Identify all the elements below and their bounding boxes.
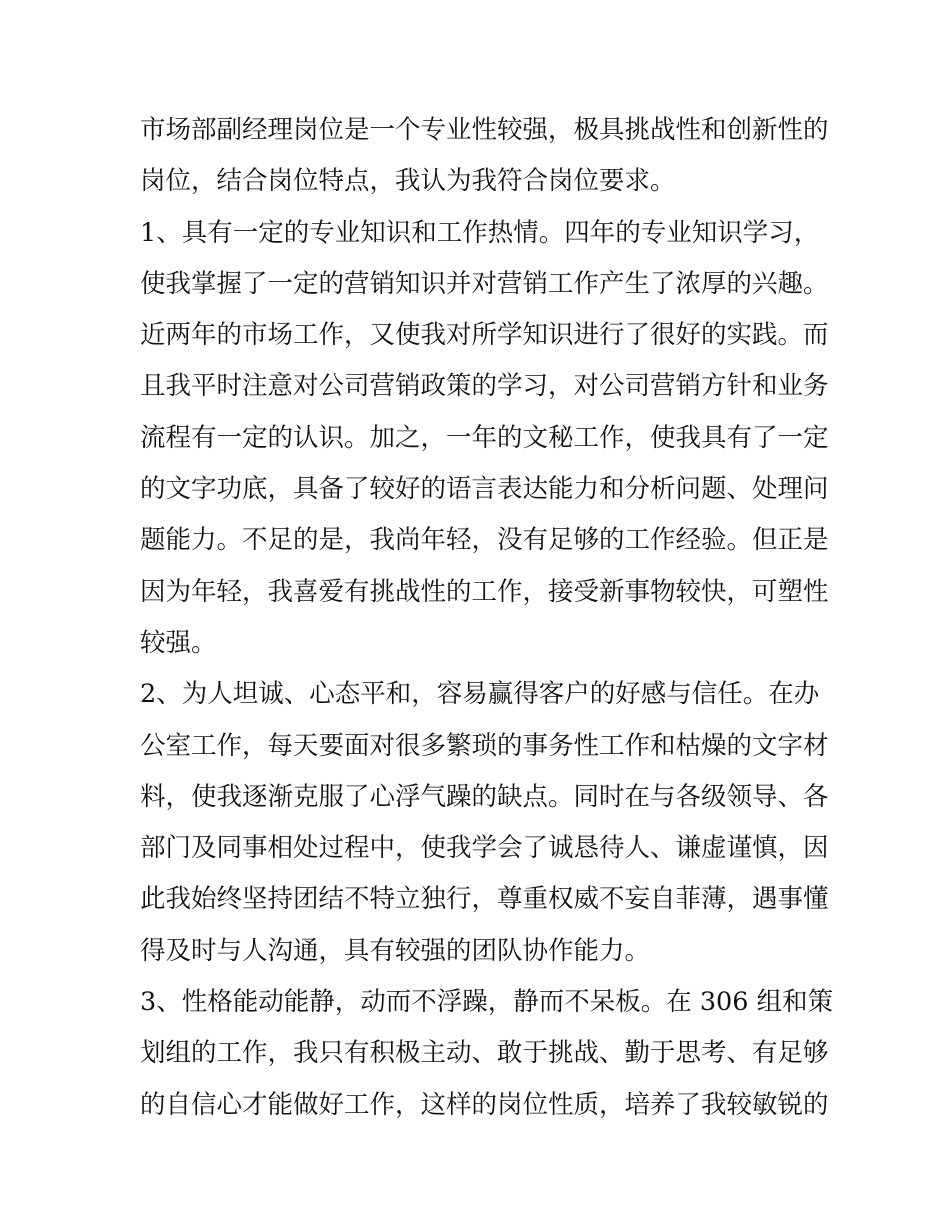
text-line: 公室工作，每天要面对很多繁琐的事务性工作和枯燥的文字材: [140, 730, 829, 761]
text-line: 因为年轻，我喜爱有挑战性的工作，接受新事物较快，可塑性: [140, 576, 829, 607]
text-line: 市场部副经理岗位是一个专业性较强，极具挑战性和创新性的: [140, 115, 829, 145]
text-line: 题能力。不足的是，我尚年轻，没有足够的工作经验。但正是: [140, 525, 829, 556]
text-line: 流程有一定的认识。加之，一年的文秘工作，使我具有了一定: [140, 422, 829, 453]
document-body: [140, 105, 834, 1131]
text-line: 料，使我逐渐克服了心浮气躁的缺点。同时在与各级领导、各: [140, 781, 829, 812]
text-line: 且我平时注意对公司营销政策的学习，对公司营销方针和业务: [140, 371, 829, 402]
text-line: 1、具有一定的专业知识和工作热情。四年的专业知识学习，: [140, 217, 820, 248]
text-line: 岗位，结合岗位特点，我认为我符合岗位要求。: [140, 166, 676, 197]
text-line: 得及时与人沟通，具有较强的团队协作能力。: [140, 935, 651, 966]
text-line: 3、性格能动能静，动而不浮躁，静而不呆板。在 306 组和策: [140, 987, 834, 1018]
text-line: 的自信心才能做好工作，这样的岗位性质，培养了我较敏锐的: [140, 1089, 829, 1120]
text-line: 较强。: [140, 627, 217, 658]
text-line: 2、为人坦诚、心态平和，容易赢得客户的好感与信任。在办: [140, 679, 820, 710]
text-line: 近两年的市场工作，又使我对所学知识进行了很好的实践。而: [140, 320, 829, 351]
text-line: 部门及同事相处过程中，使我学会了诚恳待人、谦虚谨慎，因: [140, 833, 829, 864]
text-line: 使我掌握了一定的营销知识并对营销工作产生了浓厚的兴趣。: [140, 268, 829, 299]
text-line: 划组的工作，我只有积极主动、敢于挑战、勤于思考、有足够: [140, 1038, 829, 1069]
text-line: 此我始终坚持团结不特立独行，尊重权威不妄自菲薄，遇事懂: [140, 884, 829, 915]
text-line: 的文字功底，具备了较好的语言表达能力和分析问题、处理问: [140, 474, 829, 505]
